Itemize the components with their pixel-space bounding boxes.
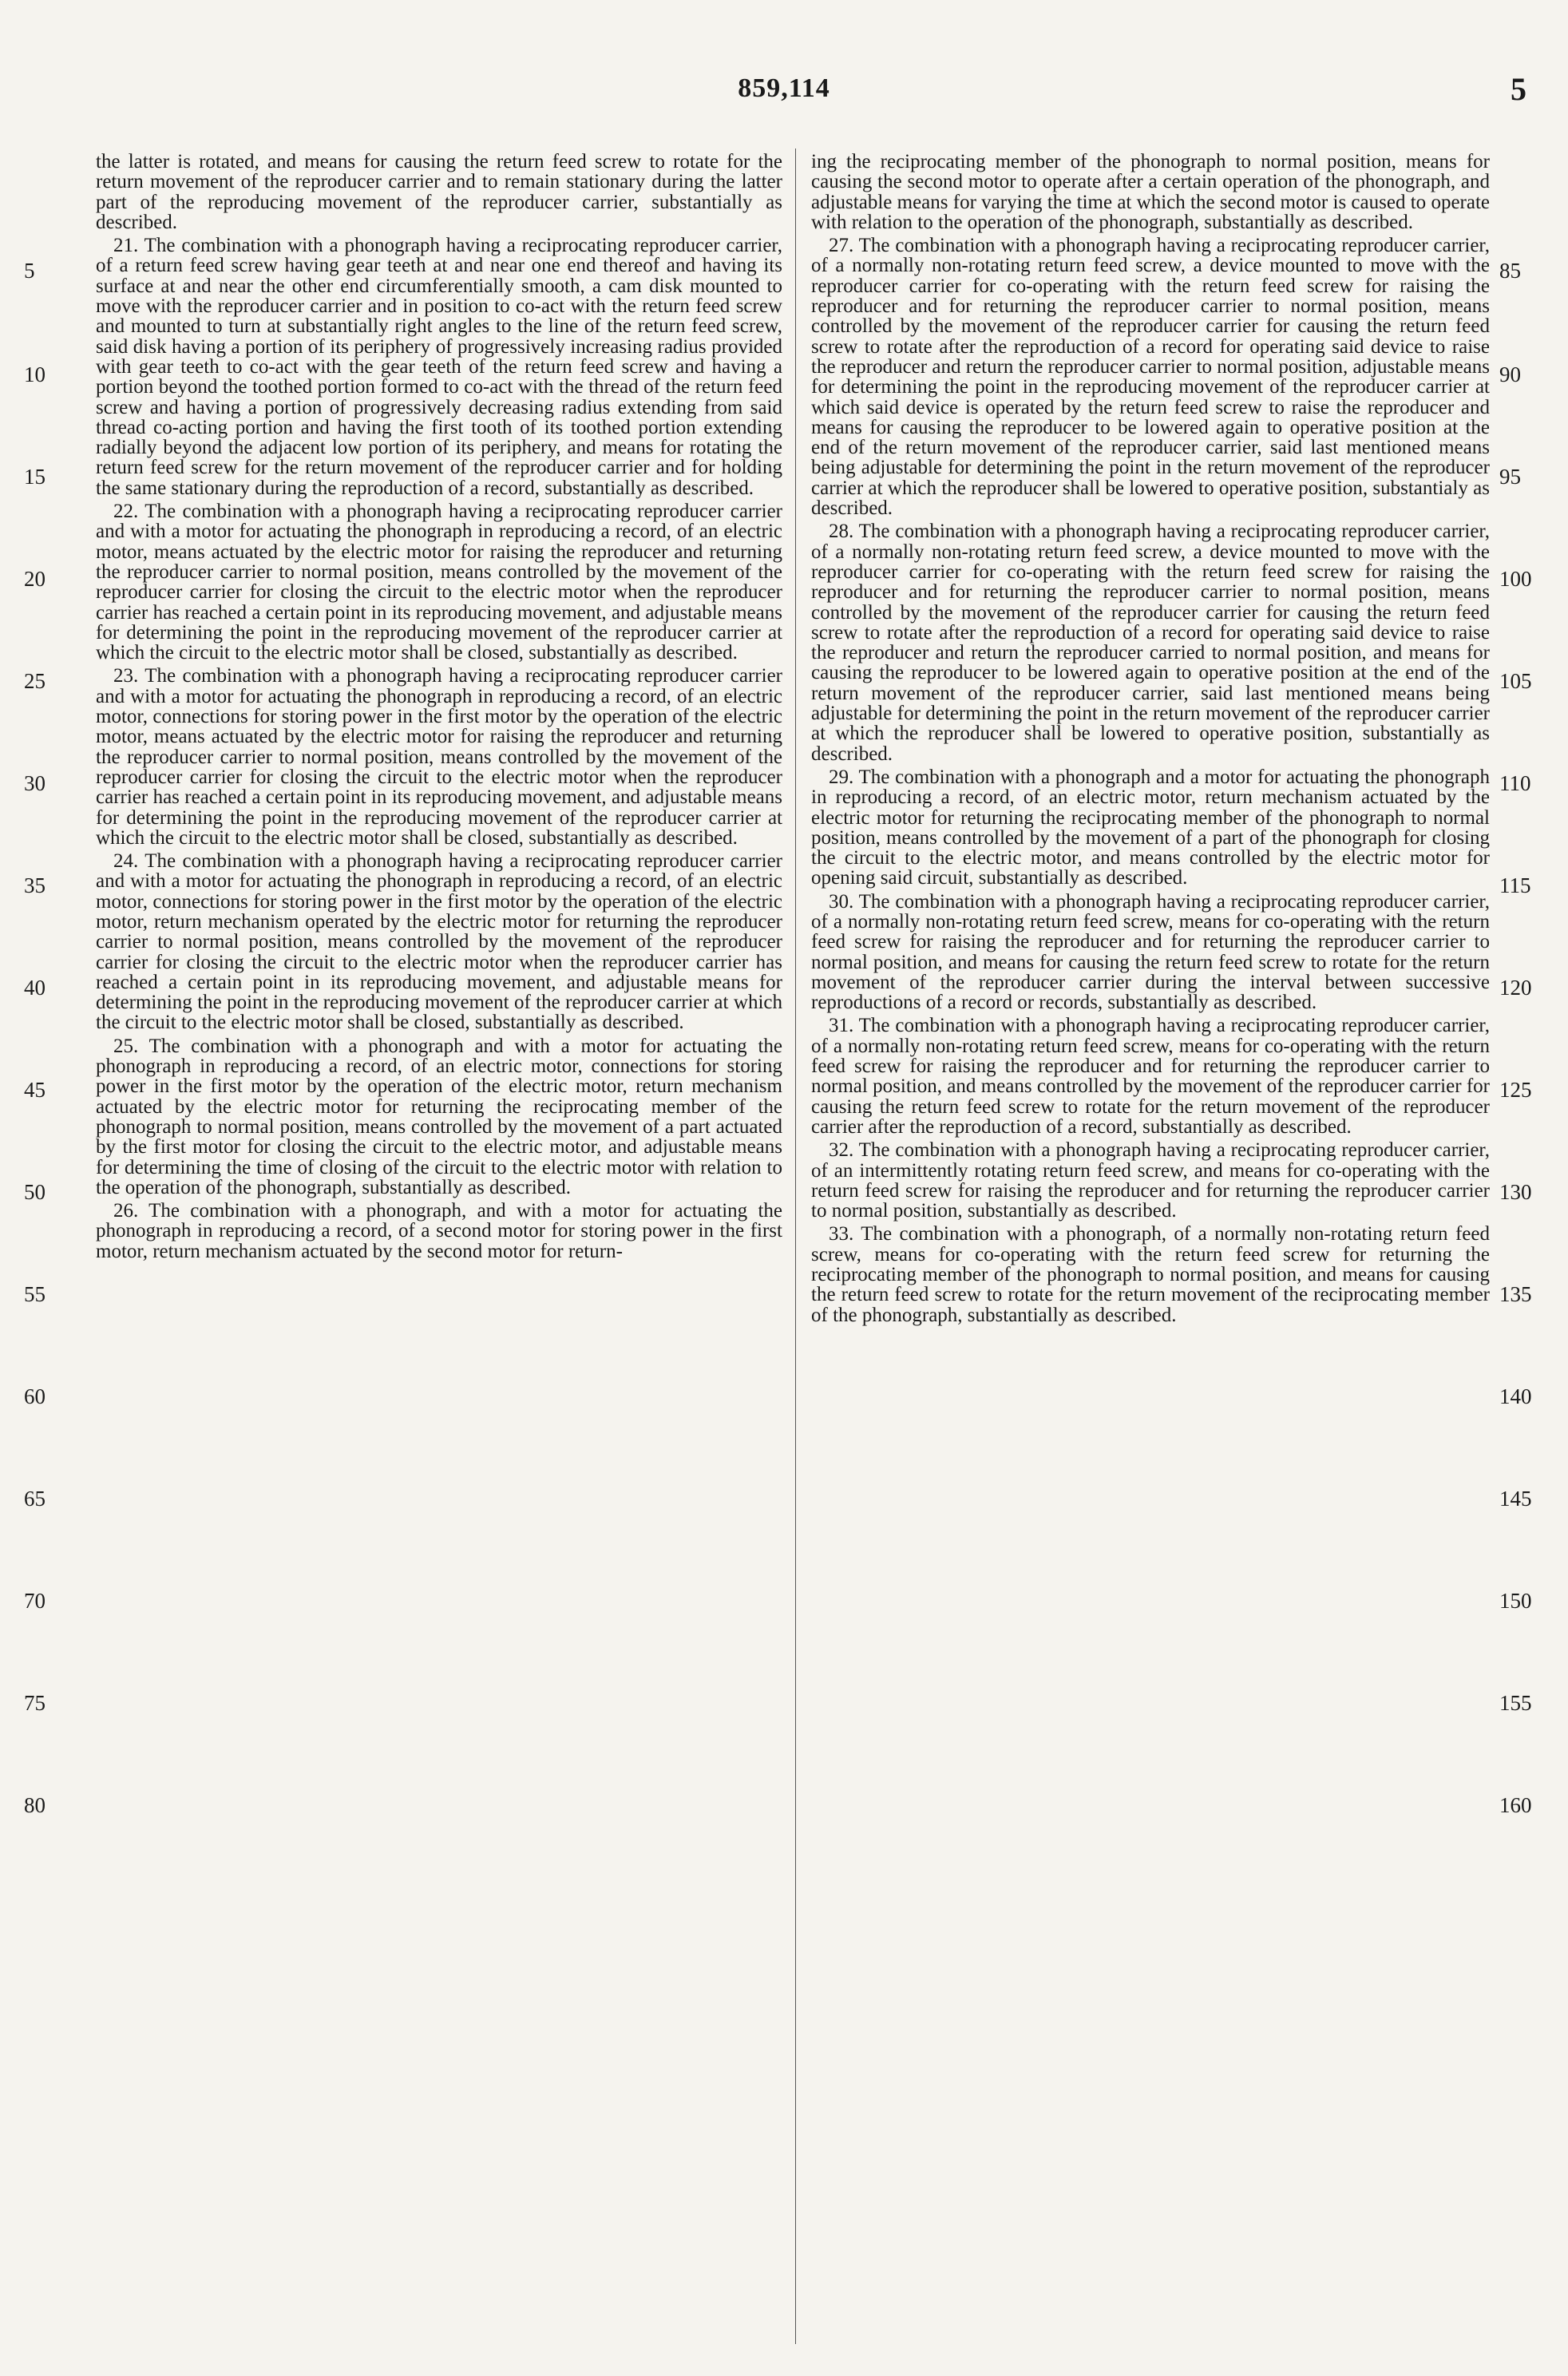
line-number: 45	[24, 1078, 46, 1102]
left-column	[96, 152, 782, 1265]
left-paragraph: the latter is rotated, and means for causing the return feed screw to rotate for the return movement of the reproducer carrier and to remain stationary during the latter part of the reproducing movement of the reproducer carrier, substantially as described.	[96, 151, 782, 233]
claim-21: 21. The combination with a phonograph having a reciprocating reproducer carrier, of a return feed screw having gear teeth at and near one end thereof and having its surface at and near the other end circumferentially smooth, a cam disk mounted to move with the reproducer carrier and in position to co-act with the return feed screw and mounted to turn at substantially right angles to the line of the return feed screw, said disk having a portion of its periphery of progressively increasing radius provided with gear teeth to co-act with the gear teeth of the return feed screw and having a portion beyond the toothed portion formed to co-act with the thread of the return feed screw and having a portion of progressively decreasing radius extending from said thread co-acting portion and having the first tooth of its toothed portion extending radially beyond the adjacent low portion of its periphery, and means for rotating the return feed screw for the return movement of the reproducer carrier and for holding the same stationary during the reproduction of a record, substantially as described.	[96, 235, 782, 499]
patent-number: 859,114	[738, 73, 830, 103]
line-number: 40	[24, 976, 46, 1000]
column-divider	[795, 148, 796, 2344]
line-number: 145	[1499, 1487, 1532, 1511]
page-header	[0, 73, 1568, 121]
claim-26: 26. The combination with a phonograph, and with a motor for actuating the phonograph in reproducing a record, of a second motor for storing power in the first motor, return mechanism actuated by the second motor for return-	[96, 1200, 782, 1262]
line-number: 135	[1499, 1282, 1532, 1306]
claim-33: 33. The combination with a phonograph, of a normally non-rotating return feed screw, means for co-operating with the return feed screw for returning the reciprocating member of the phonograph to normal position, and means for causing the return feed screw to rotate for the return movement of the reciprocating member of the phonograph, substantially as described.	[811, 1223, 1490, 1326]
claim-32: 32. The combination with a phonograph having a reciprocating reproducer carrier, of an intermittently rotating return feed screw, and means for co-operating with the return feed screw for raising the reproducer and for returning the reproducer carrier to normal position, substantially as described.	[811, 1139, 1490, 1222]
line-number: 20	[24, 567, 46, 591]
claim-27: 27. The combination with a phonograph having a reciprocating reproducer carrier, of a normally non-rotating return feed screw, a device mounted to move with the reproducer carrier for co-operating with the return feed screw for raising the reproducer and for returning the reproducer carrier to normal position, means controlled by the movement of the reproducer carrier for causing the return feed screw to rotate after the reproduction of a record for operating said device to raise the reproducer and return the reproducer carrier to normal position, adjustable means for determining the point in the reproducing movement of the reproducer carrier at which said device is operated by the return feed screw to raise the reproducer and means for causing the reproducer to be lowered again to operative position at the end of the return movement of the reproducer carrier, said last mentioned means being adjustable for determining the point in the return movement of the reproducer carrier at which the reproducer shall be lowered to operative position, substantialy as described.	[811, 235, 1490, 520]
line-number: 75	[24, 1691, 46, 1715]
line-number: 130	[1499, 1180, 1532, 1204]
line-number: 120	[1499, 976, 1532, 1000]
line-number: 105	[1499, 669, 1532, 693]
line-number: 140	[1499, 1384, 1532, 1408]
right-paragraph: ing the reciprocating member of the phonograph to normal position, means for causing the second motor to operate after a certain operation of the phonograph, and adjustable means for varying the time at which the second motor is caused to operate with relation to the operation of the phonograph, substantially as described.	[811, 151, 1490, 233]
line-number: 25	[24, 669, 46, 693]
line-number: 160	[1499, 1793, 1532, 1817]
claim-25: 25. The combination with a phonograph and with a motor for actuating the phonograph in reproducing a record, of an electric motor, connections for storing power in the first motor by the operation of the electric motor, return mechanism actuated by the electric motor for returning the reciprocating member of the phonograph to normal position, means controlled by the movement of a part actuated by the first motor for closing the circuit to the electric motor, and adjustable means for determining the time of closing of the circuit to the electric motor with relation to the operation of the phonograph, substantially as described.	[96, 1035, 782, 1198]
line-number: 80	[24, 1793, 46, 1817]
line-number: 150	[1499, 1589, 1532, 1613]
line-number: 35	[24, 873, 46, 897]
line-number: 30	[24, 771, 46, 795]
line-number: 115	[1499, 873, 1531, 897]
line-number: 155	[1499, 1691, 1532, 1715]
right-column	[811, 152, 1490, 1329]
claim-24: 24. The combination with a phonograph having a reciprocating reproducer carrier and with a motor for actuating the phonograph in reproducing a record, of an electric motor, connections for storing power in the first motor by the operation of the electric motor, return mechanism operated by the electric motor for returning the reproducer carrier to normal position, means controlled by the movement of the reproducer carrier for closing the circuit to the electric motor when the reproducer carrier has reached a certain point in its reproducing movement, and adjustable means for determining the point in the reproducing movement of the reproducer carrier at which the circuit to the electric motor shall be closed, substantially as described.	[96, 850, 782, 1034]
line-number: 50	[24, 1180, 46, 1204]
claim-23: 23. The combination with a phonograph having a reciprocating reproducer carrier and with a motor for actuating the phonograph in reproducing a record, of an electric motor, connections for storing power in the first motor by the operation of the electric motor, means actuated by the electric motor for raising the reproducer and returning the reproducer carrier to normal position, means controlled by the movement of the reproducer carrier for closing the circuit to the electric motor when the reproducer carrier has reached a certain point in its reproducing movement, and adjustable means for determining the point in the reproducing movement of the reproducer carrier at which the circuit to the electric motor shall be closed, substantially as described.	[96, 665, 782, 849]
line-number: 60	[24, 1384, 46, 1408]
line-number: 55	[24, 1282, 46, 1306]
claim-29: 29. The combination with a phonograph and a motor for actuating the phonograph in reproducing a record, of an electric motor, return mechanism actuated by the electric motor for returning the reciprocating member of the phonograph to normal position, means controlled by the movement of a part of the phonograph for closing the circuit to the electric motor, and means controlled by the electric motor for opening said circuit, substantially as described.	[811, 766, 1490, 889]
claim-30: 30. The combination with a phonograph having a reciprocating reproducer carrier, of a normally non-rotating return feed screw, means for co-operating with the return feed screw for raising the reproducer and for returning the reproducer carrier to normal position, and means for causing the return feed screw to rotate for the return movement of the reproducer carrier during the interval between successive reproductions of a record or records, substantially as described.	[811, 890, 1490, 1014]
line-number: 125	[1499, 1078, 1532, 1102]
line-number: 65	[24, 1487, 46, 1511]
line-number: 90	[1499, 362, 1521, 386]
page-number: 5	[1511, 71, 1526, 107]
claim-22: 22. The combination with a phonograph having a reciprocating reproducer carrier and with a motor for actuating the phonograph in reproducing a record, of an electric motor, means actuated by the electric motor for raising the reproducer and returning the reproducer carrier to normal position, means controlled by the movement of the reproducer carrier for closing the circuit to the electric motor when the reproducer carrier has reached a certain point in its reproducing movement, and adjustable means for determining the point in the reproducing movement of the reproducer carrier at which the circuit to the electric motor shall be closed, substantially as described.	[96, 501, 782, 664]
line-number: 95	[1499, 465, 1521, 489]
line-number: 100	[1499, 567, 1532, 591]
line-number: 10	[24, 362, 46, 386]
line-number: 15	[24, 465, 46, 489]
line-number: 110	[1499, 771, 1531, 795]
line-number: 70	[24, 1589, 46, 1613]
line-number: 85	[1499, 259, 1521, 283]
claim-31: 31. The combination with a phonograph having a reciprocating reproducer carrier, of a normally non-rotating return feed screw, means for co-operating with the return feed screw for raising the reproducer and for returning the reproducer carrier to normal position, and means controlled by the movement of the reproducer carrier for causing the return feed screw to rotate for the return movement of the reproducer carrier after the reproduction of a record, substantially as described.	[811, 1015, 1490, 1138]
line-number: 5	[24, 259, 35, 283]
claim-28: 28. The combination with a phonograph having a reciprocating reproducer carrier, of a normally non-rotating return feed screw, a device mounted to move with the reproducer carrier for co-operating with the return feed screw for raising the reproducer and for returning the reproducer carrier to normal position, means controlled by the movement of the reproducer carrier for causing the return feed screw to rotate after the reproduction of a record for operating said device to raise the reproducer and return the reproducer carried to normal position, and means for causing the reproducer to be lowered again to operative position at the end of the return movement of the reproducer carrier, said last mentioned means being adjustable for determining the point in the return movement of the reproducer carrier at which the reproducer shall be lowered to operative position, substantially as described.	[811, 521, 1490, 765]
